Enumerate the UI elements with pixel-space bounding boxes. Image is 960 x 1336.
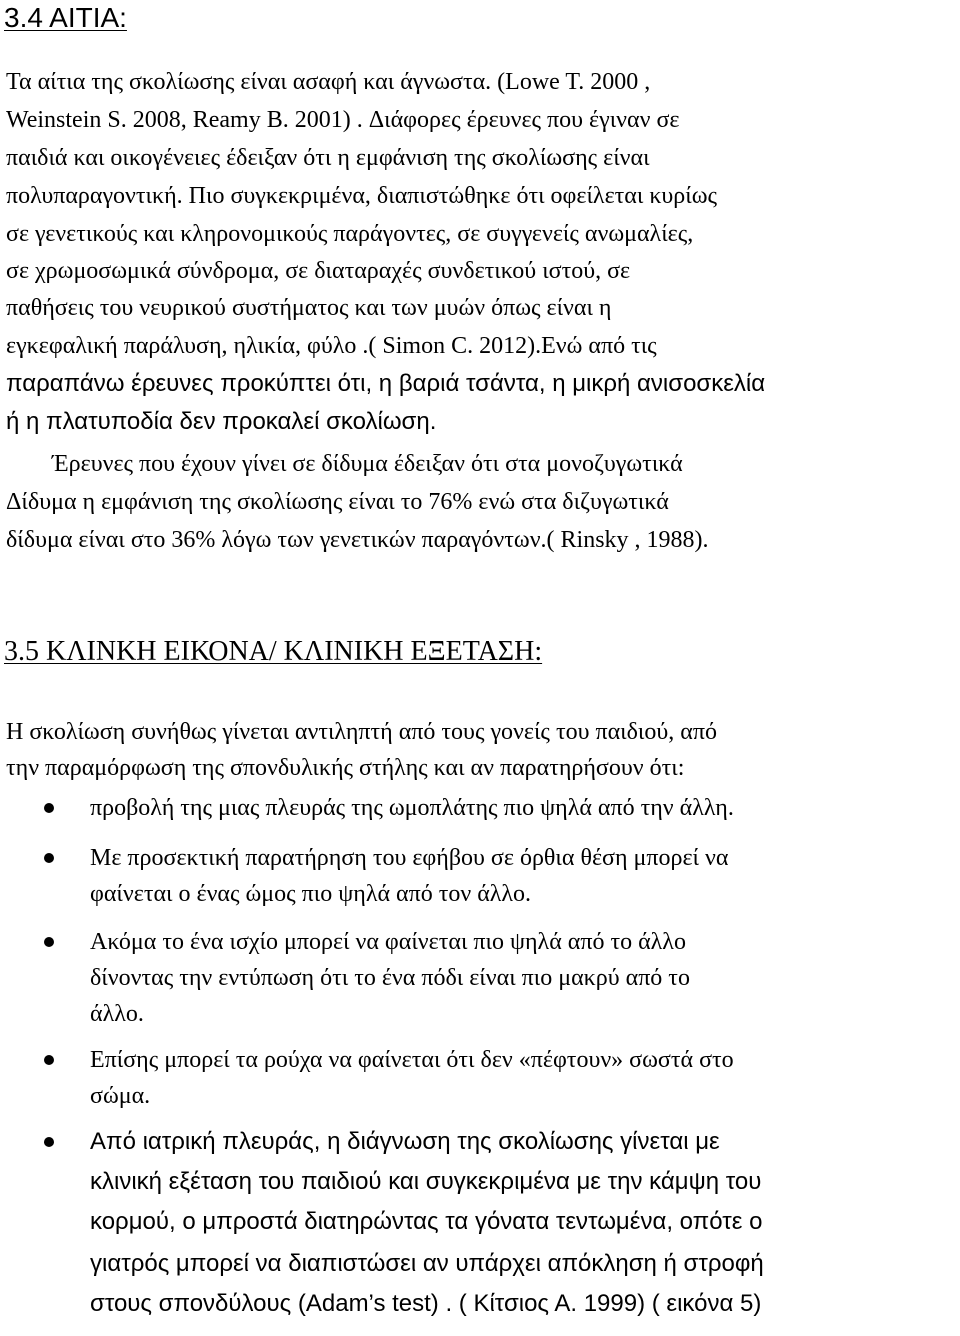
list-item-text: σώμα. bbox=[90, 1083, 151, 1109]
list-item-text: Επίσης μπορεί τα ρούχα να φαίνεται ότι δεν «πέφτουν» σωστά στο bbox=[90, 1047, 734, 1073]
list-item-text: Με προσεκτική παρατήρηση του εφήβου σε όρθια θέση μπορεί να bbox=[90, 845, 729, 871]
list-item-text: άλλο. bbox=[90, 1001, 144, 1027]
list-item-text: κορμού, ο μπροστά διατηρώντας τα γόνατα τεντωμένα, οπότε ο bbox=[90, 1208, 763, 1235]
text-line: ή η πλατυποδία δεν προκαλεί σκολίωση. bbox=[6, 408, 437, 435]
list-item-text: γιατρός μπορεί να διαπιστώσει αν υπάρχει απόκληση ή στροφή bbox=[90, 1250, 764, 1277]
text-line: σε γενετικούς και κληρονομικούς παράγοντες, σε συγγενείς ανωμαλίες, bbox=[6, 221, 694, 247]
text-line: δίδυμα είναι στο 36% λόγω των γενετικών παραγόντων.( Rinsky , 1988). bbox=[6, 527, 709, 553]
bullet-icon bbox=[44, 803, 54, 813]
list-item-text: στους σπονδύλους (Adam’s test) . ( Κίτσιος Α. 1999) ( εικόνα 5) bbox=[90, 1290, 762, 1317]
list-item-text: δίνοντας την εντύπωση ότι το ένα πόδι είναι πιο μακρύ από το bbox=[90, 965, 690, 991]
text-line: πολυπαραγοντική. Πιο συγκεκριμένα, διαπιστώθηκε ότι οφείλεται κυρίως bbox=[6, 183, 718, 209]
section-heading-3-5: 3.5 ΚΛΙΝΚΗ ΕΙΚΟΝΑ/ ΚΛΙΝΙΚΗ ΕΞΕΤΑΣΗ: bbox=[4, 636, 543, 667]
text-line: εγκεφαλική παράλυση, ηλικία, φύλο .( Simon C. 2012).Ενώ από τις bbox=[6, 333, 657, 359]
list-item-text: προβολή της μιας πλευράς της ωμοπλάτης πιο ψηλά από την άλλη. bbox=[90, 795, 734, 821]
list-item-text: φαίνεται ο ένας ώμος πιο ψηλά από τον άλλο. bbox=[90, 881, 532, 907]
text-line: Τα αίτια της σκολίωσης είναι ασαφή και άγνωστα. (Lowe T. 2000 , bbox=[6, 69, 651, 95]
text-line: Weinstein S. 2008, Reamy B. 2001) . Διάφορες έρευνες που έγιναν σε bbox=[6, 107, 680, 133]
text-line: παθήσεις του νευρικού συστήματος και των μυών όπως είναι η bbox=[6, 295, 612, 321]
text-line: παραπάνω έρευνες προκύπτει ότι, η βαριά τσάντα, η μικρή ανισοσκελία bbox=[6, 370, 766, 397]
text-line: Η σκολίωση συνήθως γίνεται αντιληπτή από τους γονείς του παιδιού, από bbox=[6, 719, 717, 745]
text-line: την παραμόρφωση της σπονδυλικής στήλης και αν παρατηρήσουν ότι: bbox=[6, 755, 685, 781]
bullet-icon bbox=[44, 1055, 54, 1065]
list-item-text: Ακόμα το ένα ισχίο μπορεί να φαίνεται πιο ψηλά από το άλλο bbox=[90, 929, 686, 955]
list-item-text: κλινική εξέταση του παιδιού και συγκεκριμένα με την κάμψη του bbox=[90, 1168, 762, 1195]
text-line: Δίδυμα η εμφάνιση της σκολίωσης είναι το 76% ενώ στα διζυγωτικά bbox=[6, 489, 669, 515]
text-line: Έρευνες που έχουν γίνει σε δίδυμα έδειξαν ότι στα μονοζυγωτικά bbox=[52, 451, 683, 477]
text-line: σε χρωμοσωμικά σύνδρομα, σε διαταραχές συνδετικού ιστού, σε bbox=[6, 258, 631, 284]
bullet-icon bbox=[44, 1137, 54, 1147]
bullet-icon bbox=[44, 937, 54, 947]
section-heading-3-4: 3.4 ΑΙΤΙΑ: bbox=[4, 2, 127, 33]
text-line: παιδιά και οικογένειες έδειξαν ότι η εμφάνιση της σκολίωσης είναι bbox=[6, 145, 650, 171]
bullet-icon bbox=[44, 853, 54, 863]
list-item-text: Από ιατρική πλευράς, η διάγνωση της σκολίωσης γίνεται με bbox=[90, 1128, 720, 1155]
